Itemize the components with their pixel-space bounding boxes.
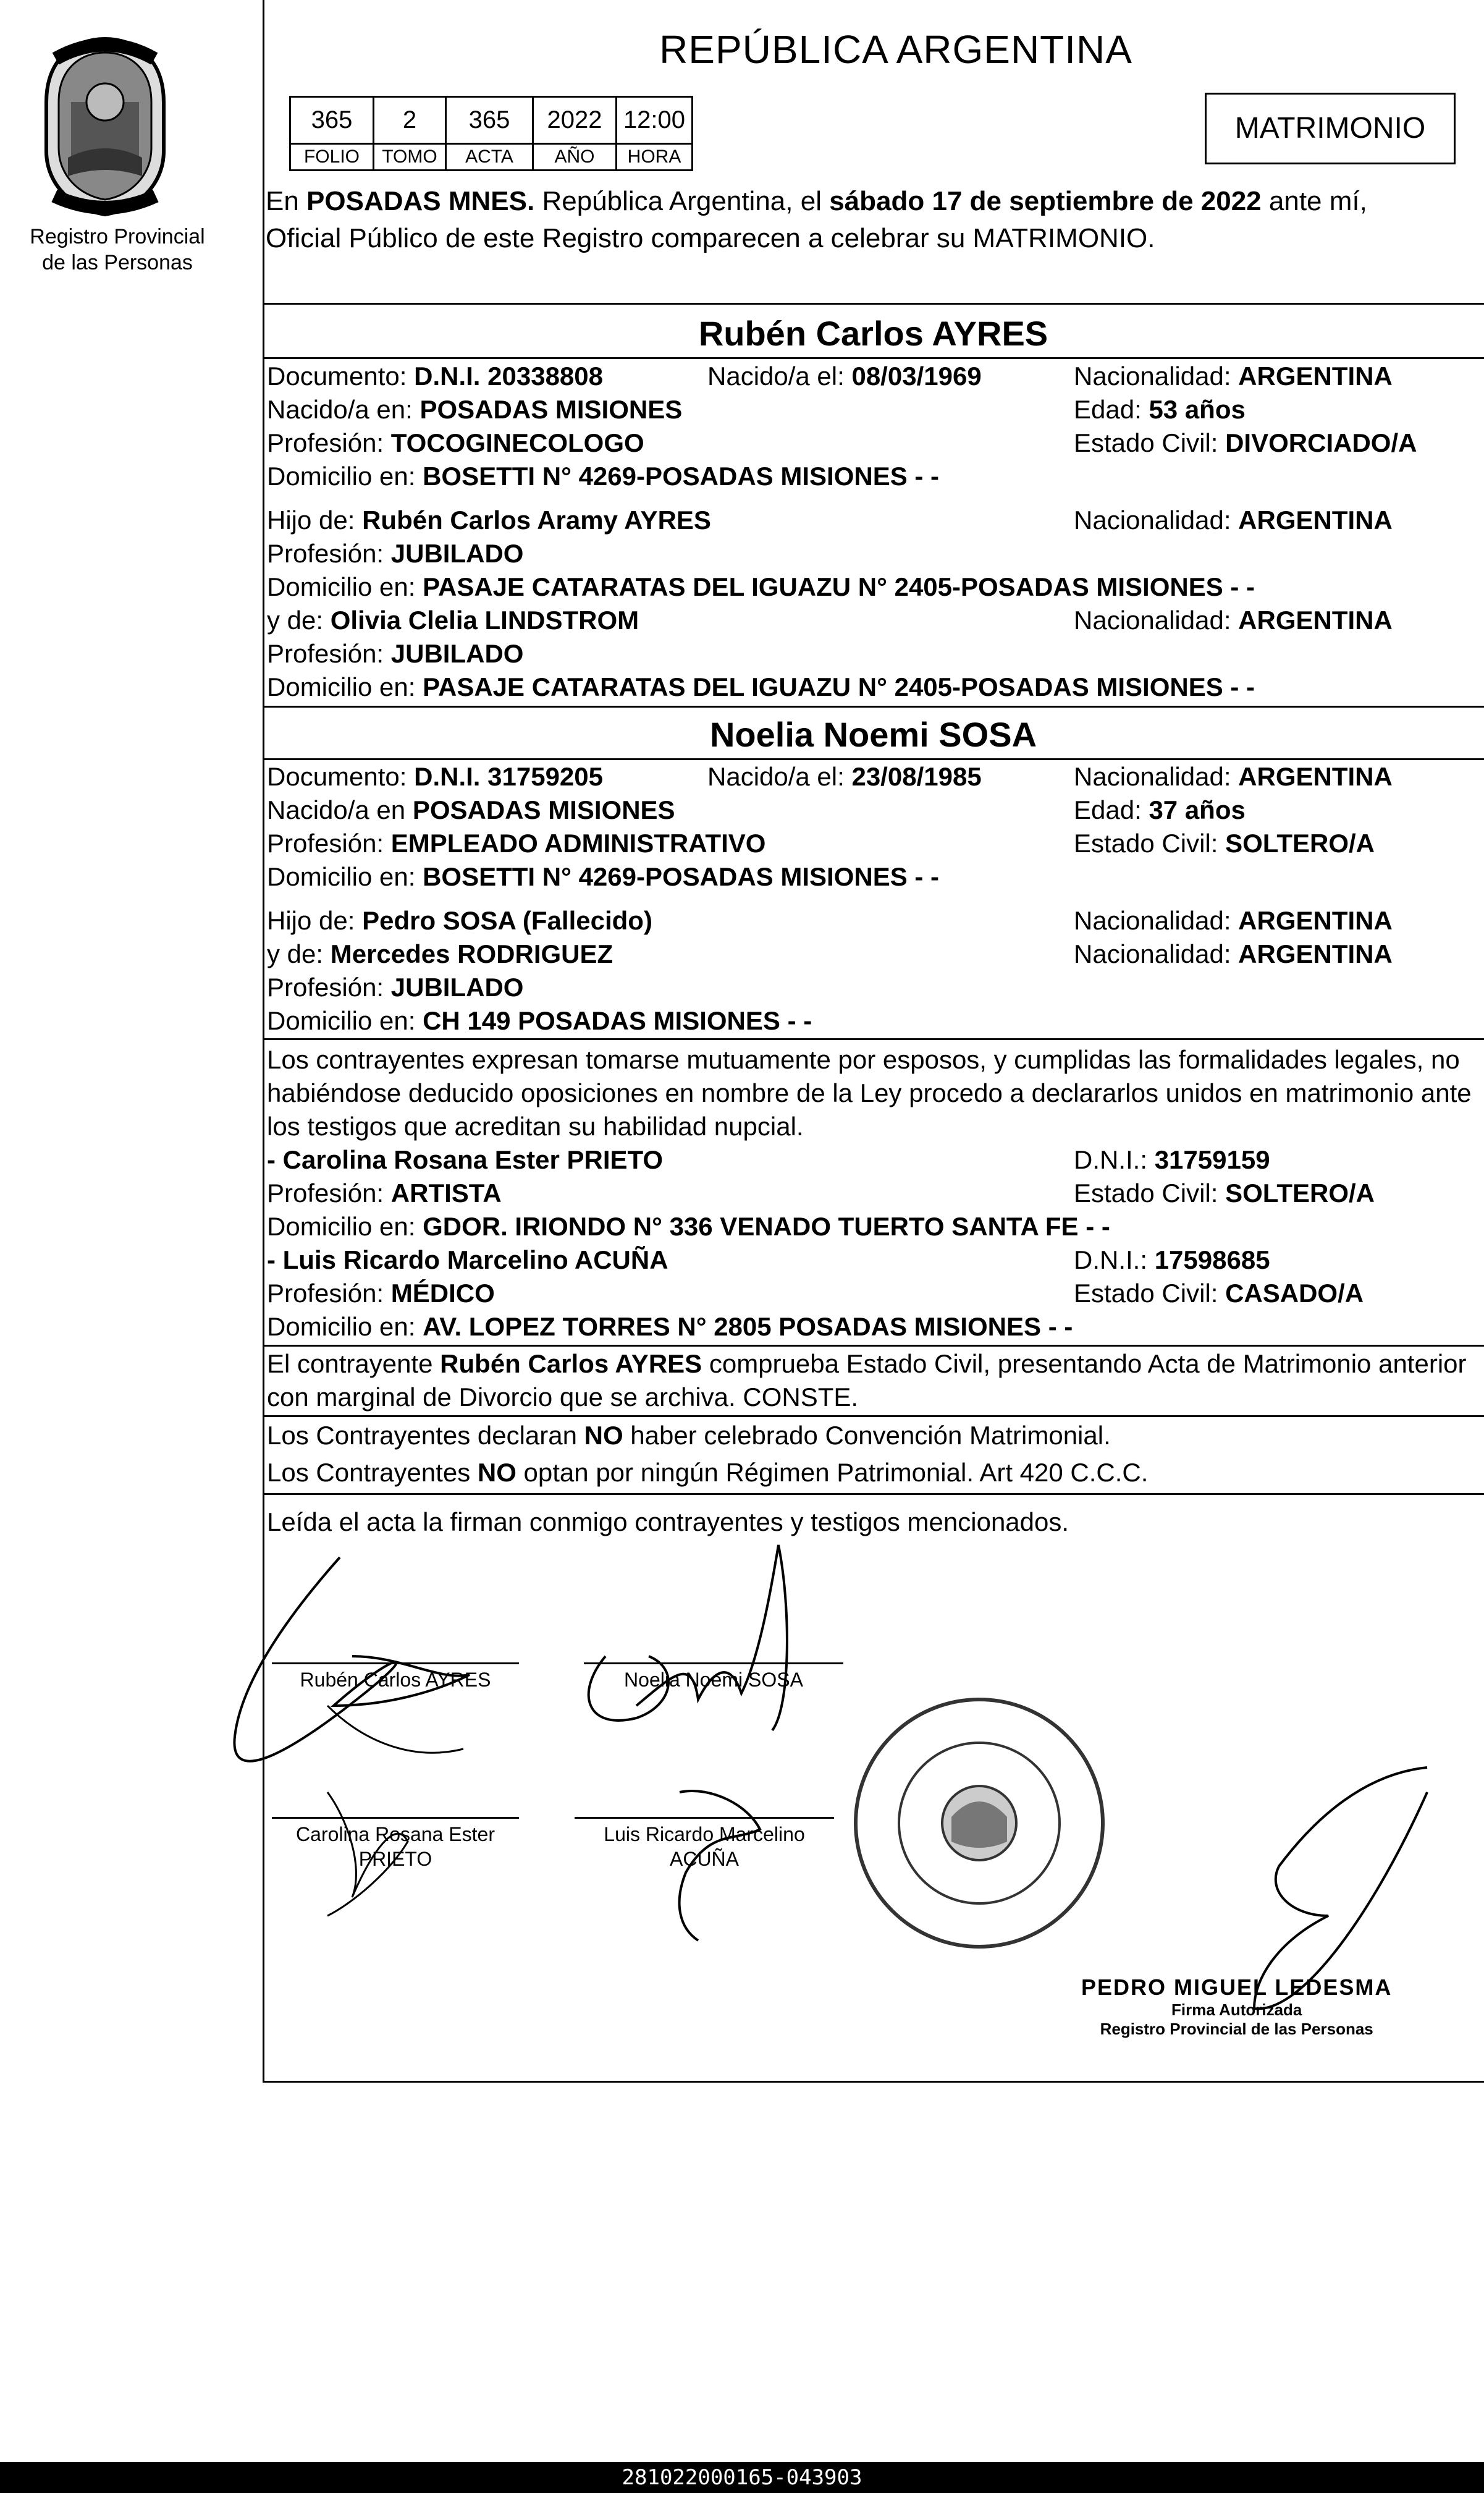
- label: Nacido/a en: [267, 795, 413, 824]
- spouse1-age: [1074, 393, 1246, 426]
- text: Los Contrayentes declaran: [267, 1421, 584, 1450]
- declaration-line-2: habiéndose deducido oposiciones en nombre de la Ley procedo a declararlos unidos en matrimonio ante: [267, 1078, 1472, 1107]
- registry-caption-line2: de las Personas: [42, 251, 193, 274]
- label: Domicilio en:: [267, 462, 423, 491]
- intro-text: ante mí,: [1261, 186, 1367, 216]
- spouse2-address: [267, 860, 939, 894]
- spouse2-parents-profession: [267, 971, 523, 1004]
- intro-line-2: Oficial Público de este Registro comparecen a celebrar su MATRIMONIO.: [266, 223, 1155, 253]
- label: Estado Civil:: [1074, 829, 1226, 858]
- label: Nacionalidad:: [1074, 606, 1239, 635]
- label: Profesión:: [267, 1279, 391, 1308]
- value: ARGENTINA: [1238, 939, 1393, 968]
- value: BOSETTI N° 4269-POSADAS MISIONES - -: [423, 862, 940, 891]
- signature-name-line: PRIETO: [358, 1848, 432, 1870]
- spouse1-document: [267, 360, 603, 393]
- time-value: 12:00: [617, 97, 693, 144]
- label: y de:: [267, 939, 331, 968]
- label: Profesión:: [267, 539, 391, 568]
- value: JUBILADO: [390, 539, 524, 568]
- text: comprueba Estado Civil, presentando Acta de Matrimonio anterior: [702, 1349, 1467, 1378]
- official-stamp: [850, 1693, 1109, 1953]
- label: Nacionalidad:: [1074, 362, 1239, 391]
- spouse2-nationality: [1074, 760, 1393, 794]
- divider: [263, 357, 1484, 359]
- spouse1-father: [267, 504, 711, 537]
- witness2-name: [267, 1243, 668, 1277]
- document-title: REPÚBLICA ARGENTINA: [659, 27, 1132, 72]
- registry-caption-line1: Registro Provincial: [30, 225, 205, 248]
- declaration-line-3: los testigos que acreditan su habilidad nupcial.: [267, 1112, 804, 1141]
- folio-value: 365: [290, 97, 374, 144]
- spouse1-mother-profession: [267, 637, 523, 671]
- spouse2-document: [267, 760, 603, 794]
- label: Profesión:: [267, 1179, 391, 1208]
- official-office: Registro Provincial de las Personas: [1100, 2020, 1373, 2038]
- tomo-value: 2: [374, 97, 446, 144]
- intro-line-1: [266, 184, 1367, 219]
- document-code-bar: 281022000165-043903: [0, 2462, 1484, 2493]
- value: PASAJE CATARATAS DEL IGUAZU N° 2405-POSADAS MISIONES - -: [423, 672, 1255, 701]
- note-civil-proof-line-2: con marginal de Divorcio que se archiva. CONSTE.: [267, 1382, 859, 1412]
- value: D.N.I. 20338808: [414, 362, 603, 391]
- signature-line: [584, 1662, 843, 1664]
- spouse1-nationality: [1074, 360, 1393, 393]
- value: DIVORCIADO/A: [1225, 428, 1417, 457]
- spouse2-mother: [267, 938, 613, 971]
- witness1-profession: [267, 1177, 502, 1210]
- acta-label: ACTA: [446, 144, 533, 171]
- spouse2-birthplace: [267, 794, 675, 827]
- label: Nacido/a el:: [707, 362, 852, 391]
- text: El contrayente: [267, 1349, 441, 1378]
- label: Nacionalidad:: [1074, 506, 1239, 535]
- divider: [263, 1345, 1484, 1347]
- witness1-dni: [1074, 1143, 1270, 1177]
- act-type-box: MATRIMONIO: [1205, 93, 1456, 164]
- acta-value: 365: [446, 97, 533, 144]
- value: BOSETTI N° 4269-POSADAS MISIONES - -: [423, 462, 940, 491]
- value: AV. LOPEZ TORRES N° 2805 POSADAS MISIONES - -: [423, 1312, 1073, 1341]
- signature-name-witness2: [575, 1822, 834, 1871]
- divider: [263, 706, 1484, 708]
- handwritten-signatures: [204, 1471, 1484, 2027]
- divider: [263, 1415, 1484, 1417]
- label: Profesión:: [267, 428, 391, 457]
- value: NO: [477, 1458, 516, 1487]
- witness1-civil-status: [1074, 1177, 1375, 1210]
- witness1-address: [267, 1210, 1110, 1243]
- spouse1-address: [267, 460, 939, 493]
- value: GDOR. IRIONDO N° 336 VENADO TUERTO SANTA FE - -: [423, 1212, 1110, 1241]
- spouse1-profession: [267, 426, 644, 460]
- spouse2-father-nationality: [1074, 904, 1393, 938]
- label: D.N.I.:: [1074, 1145, 1155, 1174]
- text: optan por ningún Régimen Patrimonial. Art 420 C.C.C.: [516, 1458, 1149, 1487]
- label: Domicilio en:: [267, 1312, 423, 1341]
- spouse2-name: Noelia Noemi SOSA: [709, 715, 1037, 754]
- value: Olivia Clelia LINDSTROM: [330, 606, 639, 635]
- value: ARTISTA: [390, 1179, 502, 1208]
- year-label: AÑO: [533, 144, 617, 171]
- value: - Carolina Rosana Ester PRIETO: [267, 1145, 664, 1174]
- signature-name-line: Luis Ricardo Marcelino: [604, 1823, 805, 1845]
- declaration-line-1: Los contrayentes expresan tomarse mutuamente por esposos, y cumplidas las formalidades legales, no: [267, 1045, 1460, 1074]
- divider: [263, 1038, 1484, 1040]
- spouse1-father-address: [267, 570, 1255, 604]
- value: PASAJE CATARATAS DEL IGUAZU N° 2405-POSADAS MISIONES - -: [423, 572, 1255, 601]
- value: POSADAS MISIONES: [419, 395, 683, 424]
- value: ARGENTINA: [1238, 762, 1393, 791]
- witness2-address: [267, 1310, 1073, 1344]
- signature-area: [204, 1471, 1484, 2027]
- label: Domicilio en:: [267, 672, 423, 701]
- value: Mercedes RODRIGUEZ: [330, 939, 613, 968]
- official-signature-block: [1081, 1975, 1392, 2039]
- value: ARGENTINA: [1238, 906, 1393, 935]
- provincial-seal-logo: [37, 34, 173, 232]
- label: Hijo de:: [267, 906, 363, 935]
- spouse2-birthdate: [707, 760, 982, 794]
- spouse1-father-nationality: [1074, 504, 1393, 537]
- label: Domicilio en:: [267, 1212, 423, 1241]
- label: Nacido/a en:: [267, 395, 420, 424]
- label: Hijo de:: [267, 506, 363, 535]
- year-value: 2022: [533, 97, 617, 144]
- value: ARGENTINA: [1238, 362, 1393, 391]
- label: Domicilio en:: [267, 572, 423, 601]
- spouse1-father-profession: [267, 537, 523, 570]
- spouse1-civil-status: [1074, 426, 1417, 460]
- signature-name-witness1: [272, 1822, 519, 1871]
- spouse1-name: Rubén Carlos AYRES: [698, 314, 1048, 353]
- value: TOCOGINECOLOGO: [390, 428, 644, 457]
- label: Estado Civil:: [1074, 428, 1226, 457]
- spouse1-mother-address: [267, 671, 1255, 704]
- witness1-name: [267, 1143, 663, 1177]
- time-label: HORA: [617, 144, 693, 171]
- value: JUBILADO: [390, 639, 524, 668]
- note-civil-proof-line-1: [267, 1347, 1467, 1381]
- intro-place: POSADAS MNES.: [306, 186, 535, 216]
- signature-name-line: ACUÑA: [669, 1848, 739, 1870]
- signature-name-spouse2: Noelia Noemi SOSA: [624, 1669, 803, 1691]
- value: CH 149 POSADAS MISIONES - -: [423, 1006, 812, 1035]
- value: - Luis Ricardo Marcelino ACUÑA: [267, 1245, 668, 1274]
- value: 08/03/1969: [851, 362, 982, 391]
- signature-line: [575, 1817, 834, 1819]
- spouse1-mother-nationality: [1074, 604, 1393, 637]
- value: POSADAS MISIONES: [412, 795, 675, 824]
- witness2-profession: [267, 1277, 495, 1310]
- value: SOLTERO/A: [1225, 1179, 1375, 1208]
- label: Edad:: [1074, 395, 1149, 424]
- witness2-civil-status: [1074, 1277, 1364, 1310]
- spouse1-birthplace: [267, 393, 682, 426]
- intro-text: En: [266, 186, 307, 216]
- signature-name-line: Carolina Rosana Ester: [296, 1823, 495, 1845]
- label: Nacionalidad:: [1074, 939, 1239, 968]
- label: Profesión:: [267, 829, 391, 858]
- label: Profesión:: [267, 973, 391, 1002]
- note-convention: [267, 1419, 1111, 1452]
- registry-caption: [12, 224, 222, 276]
- spouse2-father: [267, 904, 652, 938]
- signature-name-spouse1: Rubén Carlos AYRES: [300, 1669, 491, 1691]
- spouse2-civil-status: [1074, 827, 1375, 860]
- label: Estado Civil:: [1074, 1279, 1226, 1308]
- label: Nacionalidad:: [1074, 762, 1239, 791]
- tomo-label: TOMO: [374, 144, 446, 171]
- spouse2-parents-address: [267, 1004, 812, 1038]
- signature-line: [272, 1817, 519, 1819]
- label: Nacionalidad:: [1074, 906, 1239, 935]
- folio-label: FOLIO: [290, 144, 374, 171]
- label: D.N.I.:: [1074, 1245, 1155, 1274]
- value: Rubén Carlos Aramy AYRES: [362, 506, 711, 535]
- value: Pedro SOSA (Fallecido): [362, 906, 652, 935]
- text: haber celebrado Convención Matrimonial.: [623, 1421, 1111, 1450]
- label: Profesión:: [267, 639, 391, 668]
- label: Estado Civil:: [1074, 1179, 1226, 1208]
- label: Nacido/a el:: [707, 762, 852, 791]
- spouse1-birthdate: [707, 360, 982, 393]
- label: Edad:: [1074, 795, 1149, 824]
- spouse2-profession: [267, 827, 765, 860]
- record-grid: [289, 96, 693, 171]
- label: Documento:: [267, 762, 415, 791]
- intro-date: sábado 17 de septiembre de 2022: [829, 186, 1262, 216]
- value: 17598685: [1154, 1245, 1270, 1274]
- value: Rubén Carlos AYRES: [440, 1349, 702, 1378]
- value: ARGENTINA: [1238, 506, 1393, 535]
- value: 37 años: [1149, 795, 1246, 824]
- value: NO: [584, 1421, 623, 1450]
- witness2-dni: [1074, 1243, 1270, 1277]
- official-name: PEDRO MIGUEL LEDESMA: [1081, 1975, 1393, 2000]
- label: Documento:: [267, 362, 415, 391]
- value: MÉDICO: [390, 1279, 495, 1308]
- value: JUBILADO: [390, 973, 524, 1002]
- value: 31759159: [1154, 1145, 1270, 1174]
- note-signing: Leída el acta la firman conmigo contrayentes y testigos mencionados.: [267, 1507, 1069, 1536]
- intro-text: República Argentina, el: [534, 186, 830, 216]
- value: ARGENTINA: [1238, 606, 1393, 635]
- label: y de:: [267, 606, 331, 635]
- label: Domicilio en:: [267, 862, 423, 891]
- value: EMPLEADO ADMINISTRATIVO: [390, 829, 766, 858]
- spouse2-mother-nationality: [1074, 938, 1393, 971]
- text: Los Contrayentes: [267, 1458, 478, 1487]
- value: 53 años: [1149, 395, 1246, 424]
- divider: [263, 303, 1484, 305]
- signature-line: [272, 1662, 519, 1664]
- value: D.N.I. 31759205: [414, 762, 603, 791]
- spouse2-age: [1074, 794, 1246, 827]
- spouse1-mother: [267, 604, 639, 637]
- official-role: Firma Autorizada: [1171, 2000, 1302, 2019]
- value: SOLTERO/A: [1225, 829, 1375, 858]
- label: Domicilio en:: [267, 1006, 423, 1035]
- value: CASADO/A: [1225, 1279, 1364, 1308]
- value: 23/08/1985: [851, 762, 982, 791]
